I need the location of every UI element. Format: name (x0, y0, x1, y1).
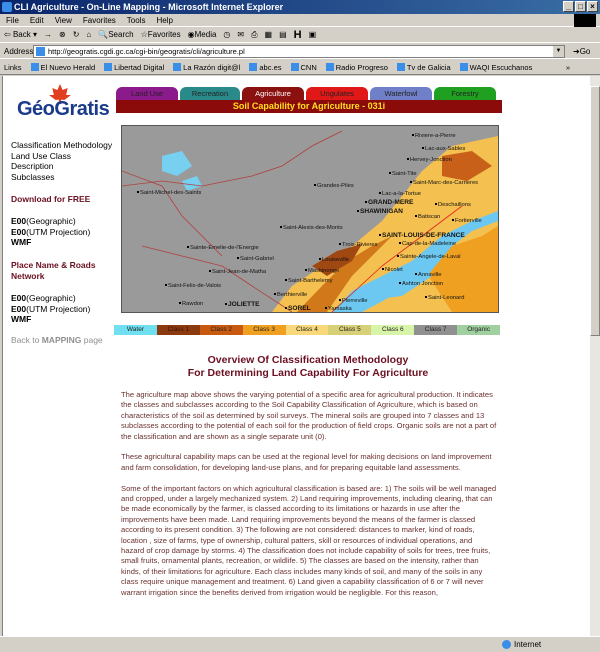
ie-icon (2, 2, 12, 12)
legend-class-5: Class 5 (328, 325, 371, 335)
nav-description[interactable]: Description (11, 161, 54, 171)
menu-favorites[interactable]: Favorites (82, 16, 116, 25)
menu-file[interactable]: File (6, 16, 19, 25)
place-label: SAINT-LOUIS-DE-FRANCE (379, 232, 465, 239)
roads-heading: Place Name & Roads Network (11, 260, 96, 281)
download-heading: Download for FREE (11, 194, 91, 204)
windows-logo-icon (574, 14, 596, 27)
map-title: Soil Capability for Agriculture - 031i (116, 100, 502, 113)
address-bar (0, 44, 600, 59)
menu-help[interactable]: Help (156, 16, 173, 25)
place-label: Deschaillons (435, 202, 471, 208)
back-to-mapping-link[interactable]: Back to MAPPING page (11, 335, 103, 345)
legend-class-6: Class 6 (371, 325, 414, 335)
close-button[interactable]: × (587, 1, 598, 12)
place-label: Berthierville (274, 292, 307, 298)
link-tv-galicia[interactable]: Tv de Galicia (397, 60, 451, 74)
link-cnn[interactable]: CNN (291, 60, 317, 74)
window-title: CLI Agriculture - On-Line Mapping - Microsoft Internet Explorer (14, 2, 284, 12)
tab-forestry[interactable]: Forestry (434, 87, 496, 100)
link-abc[interactable]: abc.es (249, 60, 281, 74)
place-label: Nicolet (382, 267, 403, 273)
minimize-button[interactable]: _ (563, 1, 574, 12)
nav-subclasses[interactable]: Subclasses (11, 171, 55, 182)
address-url: http://geogratis.cgdi.gc.ca/cgi-bin/geogratis/cli/agriculture.pl (48, 47, 245, 56)
address-dropdown[interactable]: ▼ (553, 46, 564, 57)
links-more-button[interactable]: » (565, 63, 570, 72)
page-content (2, 76, 590, 636)
place-label: Hervey-Jonction (407, 157, 452, 163)
place-label: Saint-Tite (389, 171, 417, 177)
legend-organic: Organic (457, 325, 500, 335)
tab-waterfowl[interactable]: Waterfowl (370, 87, 432, 100)
place-label: JOLIETTE (225, 301, 260, 308)
place-label: Pierreville (339, 298, 367, 304)
extra-button[interactable]: ▣ (308, 30, 317, 39)
media-button[interactable]: ◉Media (187, 30, 217, 39)
paragraph: Some of the important factors on which agricultural classification is based are: 1) The soils will be well managed and cropped, under a largely mechanized system. 2) Land requiring improvements, including clearing, that can be made economically by the farmer, is classed according to its limitations or hazards in use after the improvements have been made. Land requiring improvements beyond the means of the farmer is classed according to its present condition. 3) The following are not considered: distances to marker, kind of roads, location , size of farms, type of ownership, cultural patters, skill or resources of individual operations, and hazard of crop damage by storms. 4) The classification does not include capability of soils for trees, tree fruits, small fruits, ornamental plants, recreation, or wildlife. 5) The classes are based on the intensity, rather than kinds, of their limitations for agriculture. Each class includes many kinds of soil, and many of the soils in any class require unique management and treatment. 6) Land given a capability classification of 6 or 7 will never warrant irrigation since the benefits derived from irrigation would be negligible. For this reason, (121, 483, 497, 597)
menu-bar (0, 14, 600, 27)
place-label: Grandes-Piles (314, 183, 354, 189)
place-label: Saint-Jean-de-Matha (209, 269, 266, 275)
place-label: Cap-de-la-Madeleine (399, 241, 456, 247)
map-legend (114, 325, 500, 335)
place-label: Saint-Gabriel (237, 256, 274, 262)
forward-button[interactable]: → (43, 30, 52, 39)
menu-edit[interactable]: Edit (29, 16, 44, 25)
place-label: SHAWINIGAN (357, 208, 403, 215)
place-label: Rawdon (179, 301, 203, 307)
tab-agriculture[interactable]: Agriculture (242, 87, 304, 100)
link-el-nuevo-herald[interactable]: El Nuevo Herald (31, 60, 96, 74)
legend-class-7: Class 7 (414, 325, 457, 335)
menu-tools[interactable]: Tools (126, 16, 146, 25)
discuss-button[interactable]: ▤ (279, 30, 287, 39)
theme-tabs (116, 87, 496, 100)
place-label: Riviere-a-Pierre (412, 133, 456, 139)
sidebar-nav (11, 140, 112, 182)
address-label: Address (4, 47, 34, 56)
home-button[interactable]: ⌂ (86, 30, 92, 39)
h-button[interactable]: H (293, 29, 302, 41)
geogratis-logo: GéoGratis (11, 84, 111, 134)
methodology-text (121, 390, 497, 608)
place-label: Sainte-Angele-de-Laval (397, 254, 461, 260)
favorites-button[interactable]: ☆Favorites (140, 30, 181, 39)
place-label: Saint-Felix-de-Valois (165, 283, 221, 289)
place-label: Sainte-Emelie-de-l'Energie (187, 245, 259, 251)
legend-class-1: Class 1 (157, 325, 200, 335)
page-heading: Overview Of Classification Methodology For Determining Land Capability For Agriculture (187, 354, 429, 379)
edit-button[interactable]: ▦ (264, 30, 273, 39)
page-icon (36, 47, 45, 56)
roads-links (11, 293, 90, 325)
roads-e00-utm[interactable]: E00(UTM Projection) (11, 303, 91, 314)
download-wmf[interactable]: WMF (11, 237, 32, 247)
address-input[interactable] (33, 45, 565, 58)
place-label: Yamaska (325, 306, 352, 312)
toolbar (0, 27, 600, 43)
place-label: Ashton Jonction (399, 281, 443, 287)
download-links (11, 216, 90, 248)
link-la-razon[interactable]: La Razón digit@l (173, 60, 240, 74)
place-label: Fortierville (452, 218, 482, 224)
place-label: Saint-Barthelemy (285, 278, 332, 284)
search-button[interactable]: 🔍Search (98, 30, 134, 39)
roads-e00-geographic[interactable]: E00(Geographic) (11, 293, 76, 303)
status-bar (0, 636, 600, 650)
link-waqi[interactable]: WAQI Escuchanos (460, 60, 533, 74)
print-button[interactable]: ⎙ (251, 30, 258, 39)
place-label: GRAND-MERE (365, 199, 413, 206)
mail-button[interactable]: ✉ (237, 30, 245, 39)
place-label: Saint-Alexis-des-Monts (280, 225, 343, 231)
links-label: Links (4, 63, 22, 72)
scrollbar-thumb[interactable] (590, 86, 600, 336)
window-titlebar (0, 0, 600, 14)
place-label: Maskinonge (305, 268, 339, 274)
vertical-scrollbar[interactable] (590, 76, 600, 636)
roads-wmf[interactable]: WMF (11, 314, 32, 324)
download-e00-utm[interactable]: E00(UTM Projection) (11, 226, 91, 237)
security-zone: Internet (500, 638, 541, 652)
legend-water: Water (114, 325, 157, 335)
go-button[interactable]: ➜Go (573, 47, 591, 56)
maximize-button[interactable]: □ (575, 1, 586, 12)
nav-land-use-class[interactable]: Land Use Class (11, 150, 72, 161)
place-label: Trois-Rivieres (339, 242, 378, 248)
place-label: Saint-Michel-des-Saints (137, 190, 201, 196)
nav-classification-methodology[interactable]: Classification Methodology (11, 140, 113, 150)
link-radio-progreso[interactable]: Radio Progreso (326, 60, 388, 74)
place-label: Batiscan (415, 214, 440, 220)
stop-button[interactable]: ⊗ (58, 30, 66, 39)
place-label: SOREL (285, 305, 311, 312)
refresh-button[interactable]: ↻ (72, 30, 80, 39)
legend-class-3: Class 3 (243, 325, 286, 335)
place-label: Lac-aux-Sables (422, 146, 465, 152)
tab-land-use[interactable]: Land Use (116, 87, 178, 100)
legend-class-4: Class 4 (286, 325, 329, 335)
place-label: Annaville (415, 272, 442, 278)
menu-view[interactable]: View (54, 16, 72, 25)
back-button[interactable]: ⇦ Back ▾ (4, 30, 37, 39)
place-label: Louiseville (319, 257, 349, 263)
paragraph: The agriculture map above shows the varying potential of a specific area for agricultural production. It indicates the classes and subclasses according to the Soil Capability Classification of Agriculture, which is based on characteristics of the soil as determined by soil surveys. The mineral soils are grouped into 7 classes and 13 subclasses according to the potential of each soil for the production of field crops. Organic soils are not a part of the classification and are shown as a single separate unit (0). (121, 390, 497, 441)
place-label: Saint-Marc-des-Carrieres (410, 180, 478, 186)
place-label: Saint-Leonard (425, 295, 464, 301)
download-e00-geographic[interactable]: E00(Geographic) (11, 216, 76, 226)
tab-ungulates[interactable]: Ungulates (306, 87, 368, 100)
legend-class-2: Class 2 (200, 325, 243, 335)
place-label: Lac-a-la-Tortue (379, 191, 421, 197)
paragraph: These agricultural capability maps can be used at the regional level for making decisions on land improvement and farm consolidation, for developing land-use plans, and for preparing equitable land assessments. (121, 452, 492, 472)
tab-recreation[interactable]: Recreation (180, 87, 240, 100)
history-button[interactable]: ◷ (223, 30, 231, 39)
soil-capability-map[interactable] (121, 125, 499, 313)
link-libertad-digital[interactable]: Libertad Digital (104, 60, 164, 74)
links-bar (0, 60, 600, 75)
